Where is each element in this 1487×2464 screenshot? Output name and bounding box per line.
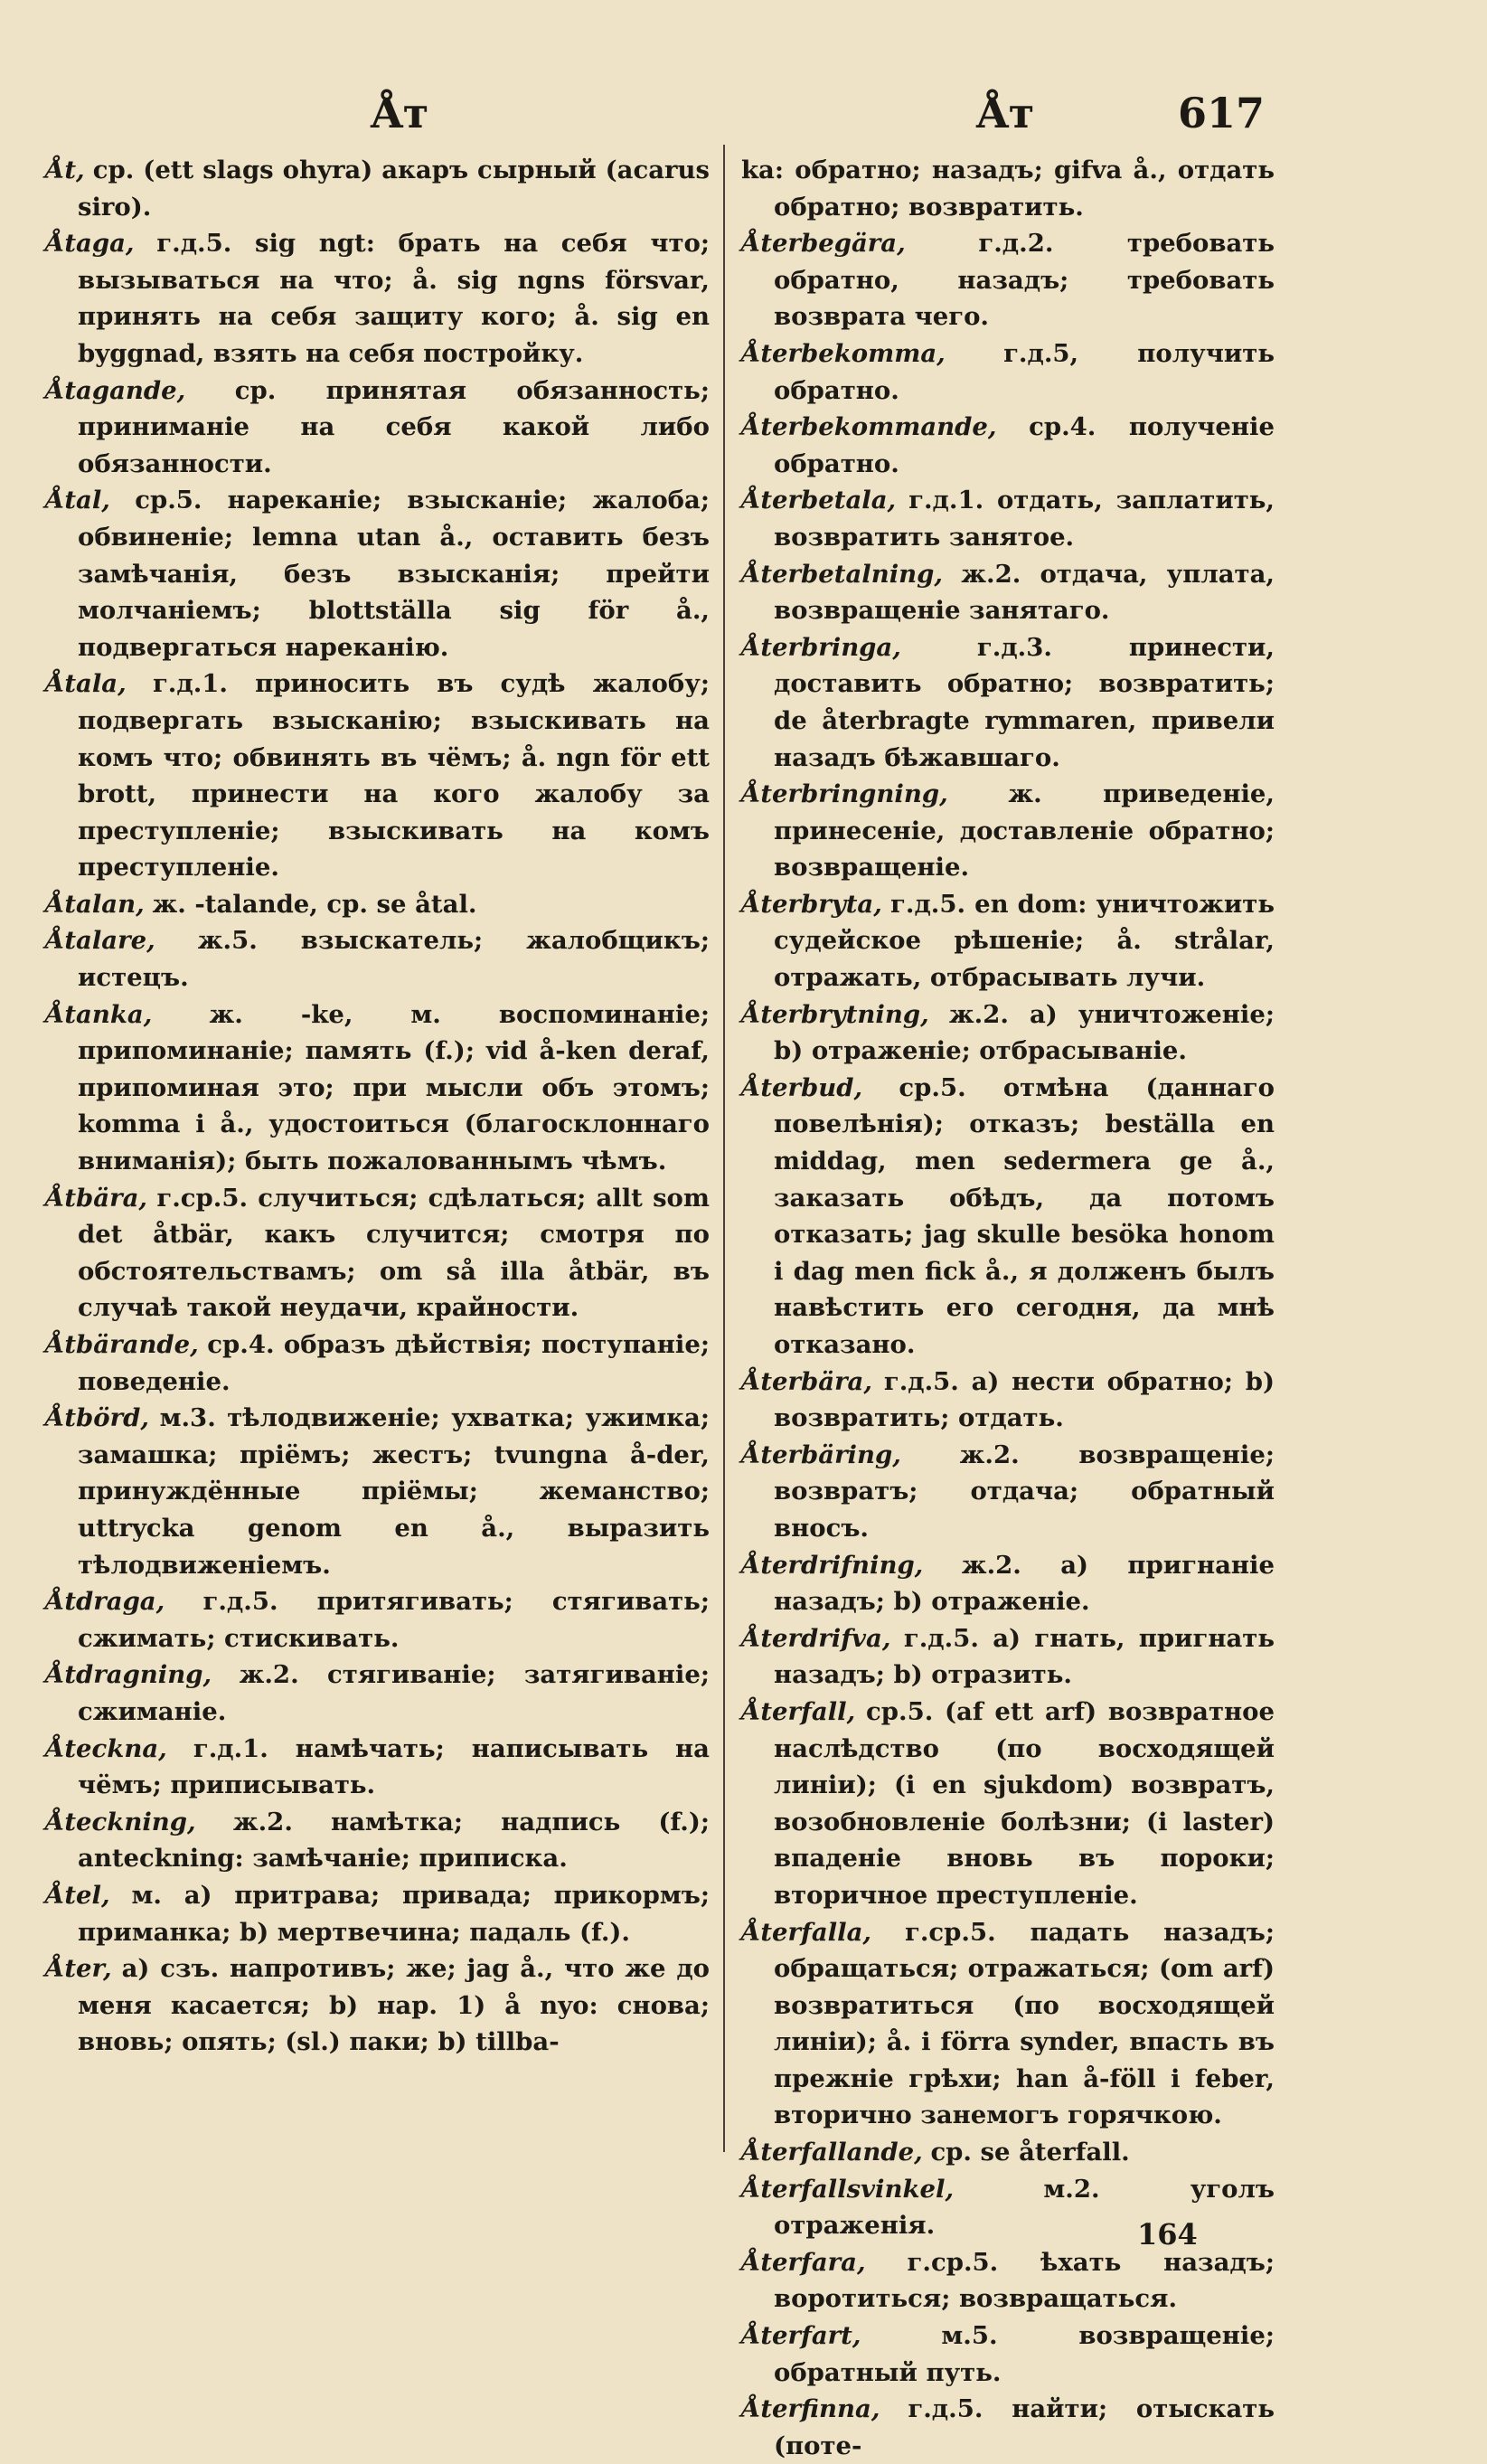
entry-definition: ж.2. стягиваніе; затягиваніе; сжиманіе. bbox=[78, 1660, 710, 1726]
entry-headword: Återbringa, bbox=[741, 632, 901, 662]
entry-headword: Återbud, bbox=[741, 1072, 863, 1102]
entry-definition: ср.5. (af ett arf) возвратное наслѣдство (по восходящей линіи); (i en sjukdom) возвратъ, возобновленіе болѣзни; (i laster) впаденіе вновь въ пороки; вторичное преступленіе. bbox=[774, 1696, 1275, 1910]
entry-headword: Återdrifning, bbox=[741, 1550, 924, 1580]
dictionary-entry bbox=[741, 2318, 1275, 2391]
entry-definition: a) сзъ. напротивъ; же; jag å., что же до меня касается; b) нар. 1) å nyo: снова; вновь; опять; (sl.) паки; b) tillba- bbox=[78, 1954, 710, 2057]
entry-definition: ср.4. образъ дѣйствія; поступаніе; поведеніе. bbox=[78, 1330, 710, 1396]
entry-headword: Återbetala, bbox=[741, 486, 897, 515]
entry-headword: Åtagande, bbox=[45, 375, 186, 405]
entry-definition: ж.2. намѣтка; надпись (f.); anteckning: замѣчаніе; приписка. bbox=[78, 1807, 710, 1874]
dictionary-entry bbox=[45, 1583, 710, 1657]
dictionary-entry bbox=[45, 373, 710, 483]
entry-definition: м.3. тѣлодвиженіе; ухватка; ужимка; замашка; пріёмъ; жестъ; tvungna å-der, принуждённые пріёмы; жеманство; uttrycka genom en å., выразить тѣлодвиженіемъ. bbox=[78, 1403, 710, 1580]
entry-definition: ср.4. полученіе обратно. bbox=[774, 412, 1275, 478]
dictionary-entry bbox=[741, 482, 1275, 555]
dictionary-entry bbox=[45, 1657, 710, 1730]
entry-headword: Åtalare, bbox=[45, 926, 155, 956]
entry-headword: Åt, bbox=[45, 156, 85, 184]
entry-headword: Åteckna, bbox=[45, 1733, 167, 1763]
entry-definition: ср. принятая обязанность; приниманіе на себя какой либо обязанности. bbox=[78, 375, 710, 478]
dictionary-entry bbox=[45, 482, 710, 666]
entry-definition: ж.2. a) уничтоженіе; b) отраженіе; отбрасываніе. bbox=[774, 999, 1275, 1066]
dictionary-entry bbox=[741, 1547, 1275, 1620]
entry-headword: Åtalan, bbox=[45, 889, 145, 919]
entry-headword: Åtbärande, bbox=[45, 1330, 199, 1359]
entry-headword: Åtala, bbox=[45, 669, 127, 699]
entry-definition: м. a) притрава; привада; прикормъ; приманка; b) мертвечина; падаль (f.). bbox=[78, 1880, 710, 1947]
dictionary-entry bbox=[45, 1877, 710, 1950]
entry-headword: Åtaga, bbox=[45, 229, 135, 259]
entry-definition: ср.5. отмѣна (даннаго повелѣнія); отказъ; beställa en middag, men sedermera ge å., заказать обѣдъ, да потомъ отказать; jag skulle besöka honom i dag men fick å., я долженъ былъ навѣстить его сегодня, да мнѣ отказано. bbox=[774, 1072, 1275, 1359]
entry-definition: ср. se återfall. bbox=[930, 2138, 1130, 2167]
dictionary-entry bbox=[741, 996, 1275, 1070]
dictionary-entry bbox=[741, 776, 1275, 886]
entry-definition: г.д.1. отдать, заплатить, возвратить занятое. bbox=[774, 486, 1275, 552]
entry-definition: г.ср.5. случиться; сдѣлаться; allt som det åtbär, какъ случится; смотря по обстоятельствамъ; om så illa åtbär, въ случаѣ такой неудачи, крайности. bbox=[78, 1183, 711, 1323]
entry-headword: Återfallsvinkel, bbox=[741, 2174, 955, 2204]
entry-headword: Åtel, bbox=[45, 1880, 110, 1910]
page-number: 617 bbox=[1178, 89, 1266, 137]
dictionary-entry bbox=[741, 886, 1275, 996]
dictionary-entry bbox=[45, 225, 710, 372]
dictionary-entry bbox=[45, 1326, 710, 1400]
entry-definition: ж.2. a) пригнаніе назадъ; b) отраженіе. bbox=[774, 1550, 1275, 1617]
entry-headword: Åteckning, bbox=[45, 1807, 196, 1836]
entry-headword: Åtbära, bbox=[45, 1183, 147, 1213]
entry-headword: Återfalla, bbox=[741, 1917, 871, 1947]
entry-definition: г.д.1. намѣчать; написывать на чёмъ; приписывать. bbox=[78, 1733, 711, 1800]
entry-definition: ж. -ke, м. воспоминаніе; припоминаніе; память (f.); vid å-ken deraf, припоминая это; при мысли объ этомъ; komma i å., удостоиться (благосклоннаго вниманія); быть пожалованнымъ чѣмъ. bbox=[78, 999, 710, 1176]
right-column bbox=[741, 152, 1275, 2464]
column-divider bbox=[723, 145, 725, 2152]
entry-definition: г.д.5. sig ngt: брать на себя что; вызываться на что; å. sig ngns försvar, принять на себя защиту кого; å. sig en byggnad, взять на себя постройку. bbox=[78, 229, 710, 368]
dictionary-entry bbox=[45, 1731, 710, 1804]
dictionary-entry bbox=[741, 2391, 1275, 2464]
entry-headword: Återfart, bbox=[741, 2321, 861, 2351]
dictionary-entry bbox=[45, 1804, 710, 1877]
dictionary-entry bbox=[741, 1437, 1275, 1547]
dictionary-entry bbox=[741, 1070, 1275, 1364]
entry-definition: ср. (ett slags ohyra) акаръ сырный (acarus siro). bbox=[78, 156, 710, 222]
dictionary-entry bbox=[45, 1950, 710, 2061]
entry-headword: Återbekommande, bbox=[741, 412, 997, 442]
dictionary-entry bbox=[45, 666, 710, 886]
entry-definition: г.ср.5. падать назадъ; обращаться; отражаться; (om arf) возвратиться (по восходящей линіи); å. i förra synder, впасть въ прежніе грѣхи; han å-föll i feber, вторично занемогъ горячкою. bbox=[774, 1917, 1275, 2130]
entry-definition: г.д.5. en dom: уничтожить судейское рѣшеніе; å. strålar, отражать, отбрасывать лучи. bbox=[774, 889, 1275, 993]
entry-definition: ж.2. возвращеніе; возвратъ; отдача; обратный вносъ. bbox=[774, 1440, 1275, 1543]
entry-headword: Återfara, bbox=[741, 2247, 866, 2277]
dictionary-entry bbox=[741, 556, 1275, 629]
entry-headword: Återbryta, bbox=[741, 889, 882, 919]
entry-definition: м.2. уголъ отраженія. bbox=[774, 2174, 1275, 2241]
entry-headword: Åtdraga, bbox=[45, 1587, 165, 1617]
dictionary-entry bbox=[741, 1364, 1275, 1437]
entry-definition: ж.2. отдача, уплата, возвращеніе занятаго. bbox=[774, 559, 1275, 626]
entry-definition: ka: обратно; назадъ; gifva å., отдать обратно; возвратить. bbox=[741, 156, 1275, 222]
entry-headword: Återfall, bbox=[741, 1696, 856, 1726]
entry-headword: Åtal, bbox=[45, 486, 110, 515]
dictionary-entry bbox=[741, 1620, 1275, 1694]
entry-definition: г.д.1. приносить въ судѣ жалобу; подвергать взысканію; взыскивать на комъ что; обвинять въ чёмъ; å. ngn för ett brott, принести на кого жалобу за преступленіе; взыскивать на комъ преступленіе. bbox=[78, 669, 710, 883]
dictionary-entry bbox=[45, 1180, 710, 1326]
entry-definition: ж. -talande, ср. se åtal. bbox=[152, 889, 477, 919]
entry-headword: Åtbörd, bbox=[45, 1403, 149, 1433]
entry-headword: Återbegära, bbox=[741, 229, 906, 259]
entry-headword: Åtanka, bbox=[45, 999, 153, 1029]
entry-headword: Återfallande, bbox=[741, 2138, 923, 2167]
dictionary-entry bbox=[741, 629, 1275, 776]
entry-headword: Återbrytning, bbox=[741, 999, 929, 1029]
entry-definition: г.д.5. a) нести обратно; b) возвратить; отдать. bbox=[774, 1366, 1275, 1433]
entry-definition: г.д.2. требовать обратно, назадъ; требовать возврата чего. bbox=[774, 229, 1275, 332]
dictionary-entry bbox=[741, 225, 1275, 335]
dictionary-entry bbox=[45, 922, 710, 996]
entry-definition: г.д.5, получить обратно. bbox=[774, 338, 1275, 405]
running-head-left: Åт bbox=[371, 89, 429, 137]
entry-definition: г.ср.5. ѣхать назадъ; воротиться; возвращаться. bbox=[774, 2247, 1275, 2314]
running-head-right: Åт bbox=[976, 89, 1035, 137]
signature-number: 164 bbox=[1137, 2217, 1198, 2252]
entry-headword: Återdrifva, bbox=[741, 1623, 891, 1653]
entry-headword: Återbringning, bbox=[741, 779, 948, 809]
left-column bbox=[45, 152, 710, 2061]
entry-headword: Åtdragning, bbox=[45, 1660, 212, 1690]
entry-definition: ж.5. взыскатель; жалобщикъ; истецъ. bbox=[78, 926, 710, 993]
entry-definition: ж. приведеніе, принесеніе, доставленіе обратно; возвращеніе. bbox=[774, 779, 1275, 883]
entry-definition: м.5. возвращеніе; обратный путь. bbox=[774, 2321, 1275, 2387]
entry-headword: Återbära, bbox=[741, 1366, 872, 1396]
dictionary-entry bbox=[45, 152, 710, 225]
dictionary-entry bbox=[741, 2244, 1275, 2318]
entry-definition: г.д.5. a) гнать, пригнать назадъ; b) отразить. bbox=[774, 1623, 1275, 1690]
dictionary-entry bbox=[741, 152, 1275, 225]
entry-definition: г.д.5. притягивать; стягивать; сжимать; стискивать. bbox=[78, 1587, 710, 1653]
dictionary-entry bbox=[741, 335, 1275, 409]
dictionary-entry bbox=[45, 886, 710, 923]
dictionary-entry bbox=[45, 996, 710, 1180]
dictionary-entry bbox=[741, 2134, 1275, 2171]
entry-definition: ср.5. нареканіе; взысканіе; жалоба; обвиненіе; lemna utan å., оставить безъ замѣчанія, безъ взысканія; прейти молчаніемъ; blottställa sig för å., подвергаться нареканію. bbox=[78, 486, 710, 662]
entry-headword: Återfinna, bbox=[741, 2394, 880, 2424]
entry-headword: Åter, bbox=[45, 1954, 112, 1984]
entry-headword: Återbäring, bbox=[741, 1440, 901, 1469]
entry-definition: г.д.3. принести, доставить обратно; возвратить; de återbragte rymmaren, привели назадъ бѣжавшаго. bbox=[774, 632, 1275, 772]
dictionary-entry bbox=[45, 1400, 710, 1583]
dictionary-entry bbox=[741, 1694, 1275, 1914]
dictionary-entry bbox=[741, 1914, 1275, 2135]
entry-headword: Återbekomma, bbox=[741, 338, 946, 368]
entry-headword: Återbetalning, bbox=[741, 559, 943, 589]
entry-definition: г.д.5. найти; отыскать (поте- bbox=[774, 2394, 1275, 2460]
dictionary-entry bbox=[741, 409, 1275, 482]
